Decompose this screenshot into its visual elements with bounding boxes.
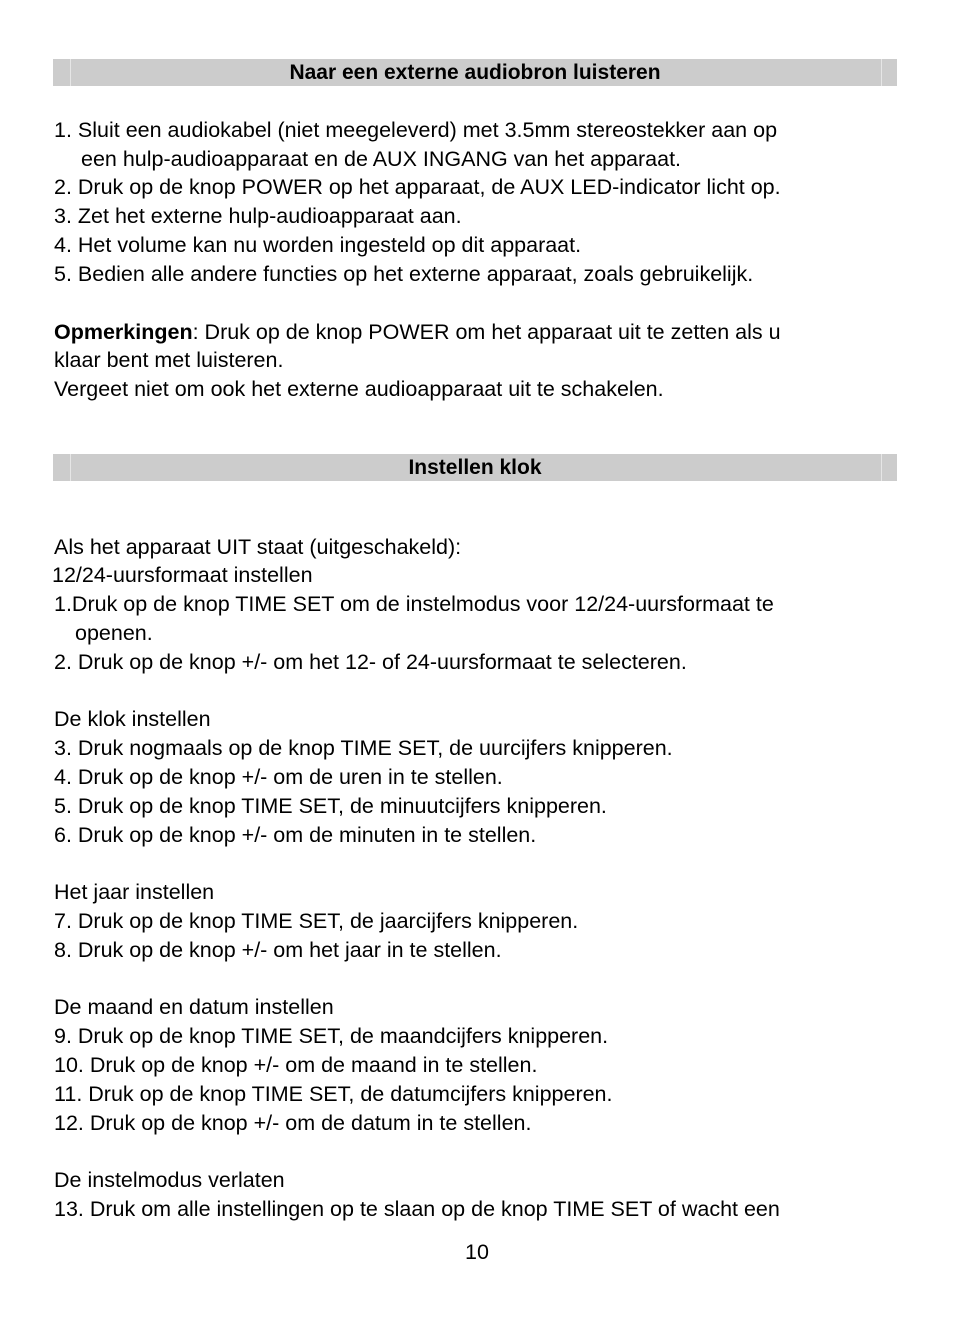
step-line: 6. Druk op de knop +/- om de minuten in te stellen. [54, 823, 537, 847]
step-line: 9. Druk op de knop TIME SET, de maandcijfers knipperen. [54, 1024, 609, 1048]
step-line: 7. Druk op de knop TIME SET, de jaarcijfers knipperen. [54, 909, 579, 933]
section-heading-text: Naar een externe audiobron luisteren [289, 60, 661, 84]
notes-text: : Druk op de knop POWER om het apparaat uit te zetten als u [192, 320, 781, 344]
subsection-title: De maand en datum instellen [54, 995, 334, 1019]
notes-line [54, 318, 781, 347]
step-line: 4. Het volume kan nu worden ingesteld op dit apparaat. [54, 233, 582, 257]
step-line: 3. Zet het externe hulp-audioapparaat aan. [54, 204, 462, 228]
section-heading-external-audio [53, 59, 897, 86]
subsection-title: 12/24-uursformaat instellen [52, 563, 313, 587]
step-line: 13. Druk om alle instellingen op te slaan op de knop TIME SET of wacht een [54, 1197, 780, 1221]
step-line: 12. Druk op de knop +/- om de datum in te stellen. [54, 1111, 532, 1135]
notes-label: Opmerkingen [54, 320, 193, 344]
step-line: een hulp-audioapparaat en de AUX INGANG van het apparaat. [81, 147, 682, 171]
step-line: 1.Druk op de knop TIME SET om de instelmodus voor 12/24-uursformaat te [54, 592, 774, 616]
step-line: 3. Druk nogmaals op de knop TIME SET, de uurcijfers knipperen. [54, 736, 673, 760]
step-line: 2. Druk op de knop +/- om het 12- of 24-uursformaat te selecteren. [54, 650, 687, 674]
step-line: 5. Bedien alle andere functies op het externe apparaat, zoals gebruikelijk. [54, 262, 754, 286]
step-line: 8. Druk op de knop +/- om het jaar in te stellen. [54, 938, 502, 962]
notes-line: klaar bent met luisteren. [54, 348, 284, 372]
step-line: 10. Druk op de knop +/- om de maand in te stellen. [54, 1053, 538, 1077]
step-line: openen. [75, 621, 153, 645]
step-line: 2. Druk op de knop POWER op het apparaat, de AUX LED-indicator licht op. [54, 175, 781, 199]
step-line: 4. Druk op de knop +/- om de uren in te stellen. [54, 765, 503, 789]
subsection-title: Het jaar instellen [54, 880, 215, 904]
notes-line: Vergeet niet om ook het externe audioapparaat uit te schakelen. [54, 377, 664, 401]
section-heading-clock [53, 454, 897, 481]
subsection-title: De instelmodus verlaten [54, 1168, 285, 1192]
page-number: 10 [465, 1240, 489, 1264]
subsection-title: De klok instellen [54, 707, 211, 731]
section-heading-text: Instellen klok [408, 455, 542, 479]
step-line: 11. Druk op de knop TIME SET, de datumcijfers knipperen. [54, 1082, 613, 1106]
step-line: 5. Druk op de knop TIME SET, de minuutcijfers knipperen. [54, 794, 607, 818]
step-line: 1. Sluit een audiokabel (niet meegeleverd) met 3.5mm stereostekker aan op [54, 118, 778, 142]
clock-intro: Als het apparaat UIT staat (uitgeschakeld): [54, 535, 462, 559]
